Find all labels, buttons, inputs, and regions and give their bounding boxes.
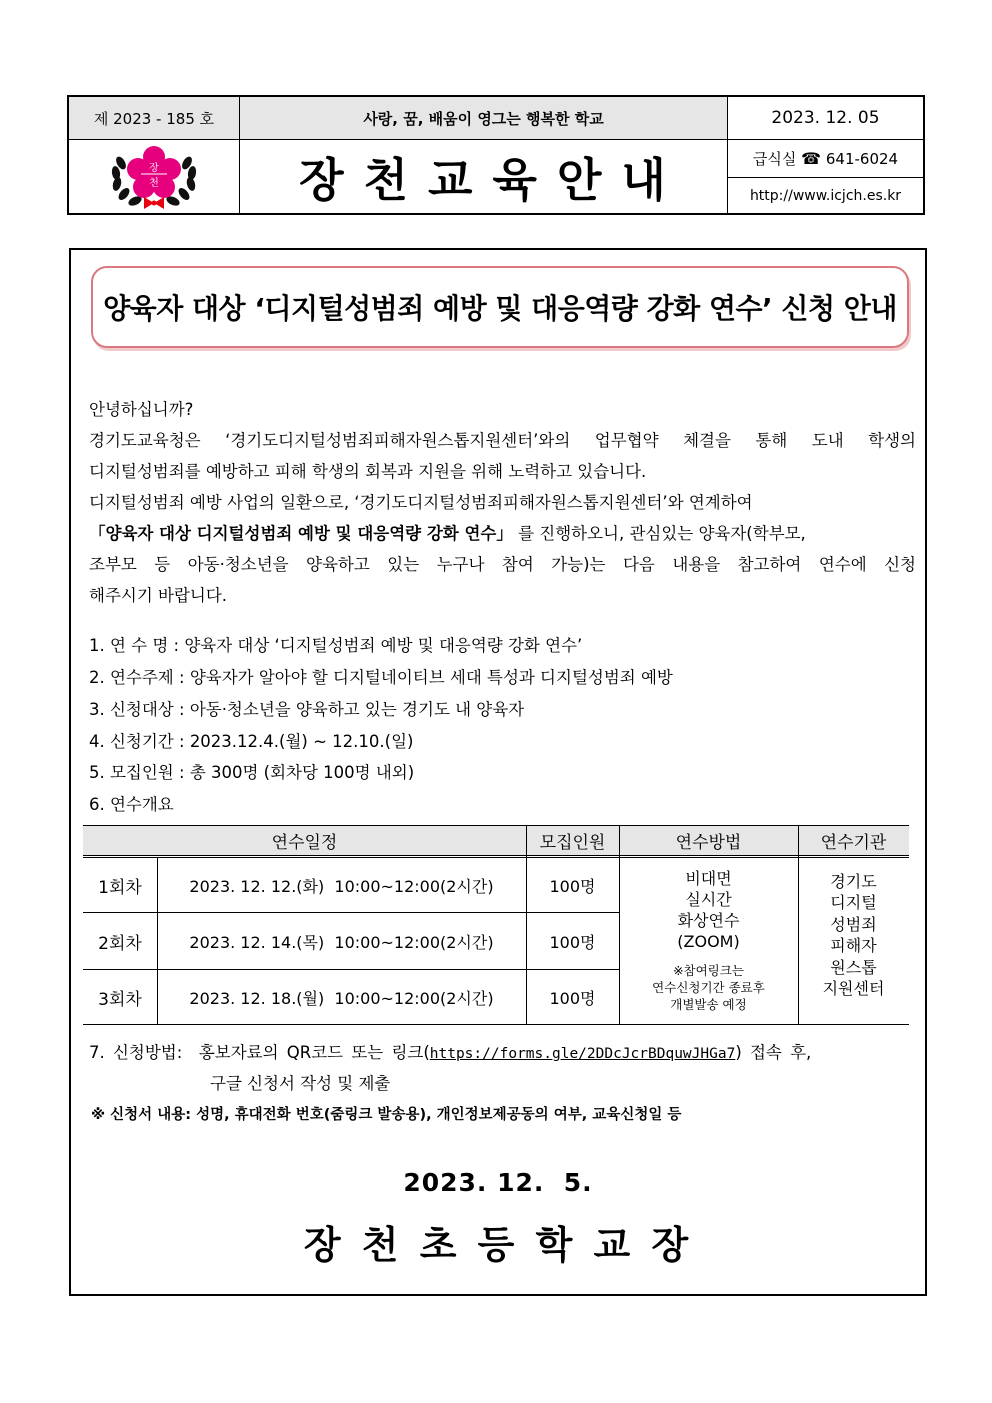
- method-note: ※참여링크는 연수신청기간 종료후 개별발송 예정: [652, 963, 765, 1012]
- item-apply-method-line-2: 구글 신청서 작성 및 제출: [210, 1074, 391, 1093]
- table-header-capacity: 모집인원: [526, 825, 619, 855]
- school-website[interactable]: http://www.icjch.es.kr: [749, 187, 902, 204]
- table-row-schedule: 2023. 12. 14.(목) 10:00~12:00(2시간): [189, 932, 494, 952]
- svg-text:장: 장: [149, 162, 159, 174]
- table-header-schedule: 연수일정: [83, 825, 526, 855]
- application-link[interactable]: https://forms.gle/2DDcJcrBDquwJHGa7: [429, 1046, 736, 1062]
- principal-signature: 장 천 초 등 학 교 장: [303, 1223, 693, 1267]
- item-overview: 6. 연수개요: [89, 795, 174, 814]
- table-row-round: 3회차: [98, 989, 142, 1010]
- body-paragraph-2-line-2: 「양육자 대상 디지털성범죄 예방 및 대응역량 강화 연수」 를 진행하오니, 관심있는 양육자(학부모,: [89, 524, 806, 543]
- table-institution-cell: 경기도 디지털 성범죄 피해자 원스톱 지원센터: [822, 871, 885, 998]
- table-row-round: 1회차: [98, 877, 142, 898]
- table-method-cell: 비대면 실시간 화상연수 (ZOOM) ※참여링크는 연수신청기간 종료후 개별발송 예정: [652, 869, 765, 1012]
- phone-icon: ☎: [801, 149, 822, 168]
- table-row-capacity: 100명: [549, 932, 596, 952]
- body-paragraph-1-line-2: 디지털성범죄를 예방하고 피해 학생의 회복과 지원을 위해 노력하고 있습니다.: [89, 462, 647, 481]
- course-name-emphasis: 「양육자 대상 디지털성범죄 예방 및 대응역량 강화 연수」: [89, 524, 513, 543]
- school-logo: [69, 140, 239, 213]
- school-motto: 사랑, 꿈, 배움이 영그는 행복한 학교: [240, 97, 727, 139]
- item-capacity: 5. 모집인원 : 총 300명 (회차당 100명 내외): [89, 763, 415, 782]
- signature-date: 2023. 12. 5.: [403, 1168, 593, 1197]
- body-paragraph-1-line-1: 경기도교육청은 ‘경기도디지털성범죄피해자원스톱지원센터’와의 업무협약 체결을 통해 도내 학생의: [89, 431, 916, 450]
- phone-contact: 급식실 ☎ 641-6024: [752, 149, 899, 168]
- body-paragraph-2-line-3: 조부모 등 아동·청소년을 양육하고 있는 누구나 참여 가능)는 다음 내용을 참고하여 연수에 신청: [89, 555, 916, 574]
- application-note: ※ 신청서 내용: 성명, 휴대전화 번호(줌링크 발송용), 개인정보제공동의 여부, 교육신청일 등: [91, 1107, 682, 1123]
- newsletter-title: 장 천 교 육 안 내: [299, 152, 668, 207]
- table-row-capacity: 100명: [549, 988, 596, 1008]
- item-target: 3. 신청대상 : 아동·청소년을 양육하고 있는 경기도 내 양육자: [89, 700, 525, 719]
- item-course-topic: 2. 연수주제 : 양육자가 알아야 할 디지털네이티브 세대 특성과 디지털성범죄 예방: [89, 668, 673, 687]
- item-period: 4. 신청기간 : 2023.12.4.(월) ~ 12.10.(일): [89, 732, 414, 751]
- svg-text:천: 천: [149, 177, 159, 189]
- table-row-schedule: 2023. 12. 12.(화) 10:00~12:00(2시간): [189, 876, 494, 896]
- body-paragraph-2-line-4: 해주시기 바랍니다.: [89, 586, 228, 605]
- item-apply-method: 7. 신청방법: 홍보자료의 QR코드 또는 링크(https://forms.gle/2DDcJcrBDquwJHGa7) 접속 후,: [89, 1043, 812, 1062]
- notice-title: 양육자 대상 ‘디지털성범죄 예방 및 대응역량 강화 연수’ 신청 안내: [91, 266, 909, 348]
- greeting: 안녕하십니까?: [89, 400, 194, 419]
- table-header-method: 연수방법: [619, 825, 798, 855]
- school-emblem-icon: [99, 143, 209, 211]
- item-course-name: 1. 연 수 명 : 양육자 대상 ‘디지털성범죄 예방 및 대응역량 강화 연수’: [89, 636, 583, 655]
- newsletter-header: [67, 95, 925, 215]
- issue-number: 제 2023 - 185 호: [69, 97, 239, 139]
- table-row-capacity: 100명: [549, 876, 596, 896]
- notice-body: [69, 248, 927, 1296]
- issue-date: 2023. 12. 05: [771, 108, 880, 128]
- body-paragraph-2-line-1: 디지털성범죄 예방 사업의 일환으로, ‘경기도디지털성범죄피해자원스톱지원센터’와 연계하여: [89, 493, 753, 512]
- table-header-institution: 연수기관: [798, 825, 909, 855]
- schedule-table: [83, 825, 909, 1025]
- table-row-round: 2회차: [98, 933, 142, 954]
- table-row-schedule: 2023. 12. 18.(월) 10:00~12:00(2시간): [189, 988, 494, 1008]
